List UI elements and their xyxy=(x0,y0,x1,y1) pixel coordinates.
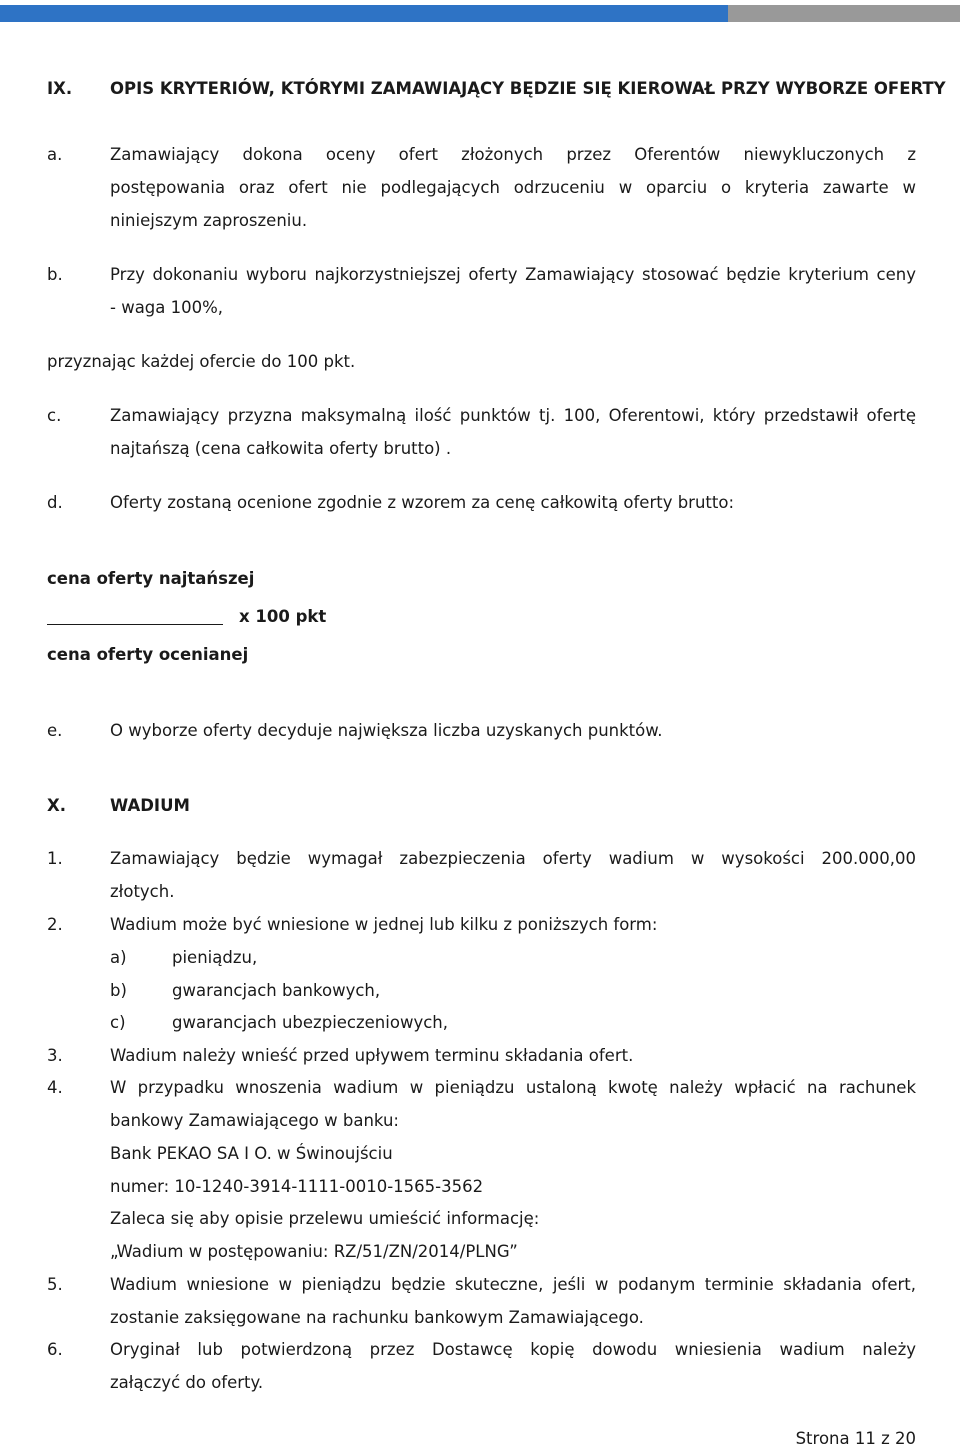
item-number: 4. xyxy=(47,1078,63,1097)
account-number: numer: 10-1240-3914-1111-0010-1565-3562 xyxy=(110,1177,484,1196)
formula-denominator: cena oferty ocenianej xyxy=(47,645,249,664)
item-label: b. xyxy=(47,265,63,284)
item-number: 2. xyxy=(47,915,63,934)
bank-name: Bank PEKAO SA I O. w Świnoujściu xyxy=(110,1144,393,1163)
sub-item-label: a) xyxy=(110,948,127,967)
sub-item-label: b) xyxy=(110,981,127,1000)
paragraph-line: Oryginał lub potwierdzoną przez Dostawcę kopię dowodu wniesienia wadium należy xyxy=(110,1340,916,1359)
sub-item-text: pieniądzu, xyxy=(172,948,258,967)
paragraph-line: załączyć do oferty. xyxy=(110,1373,264,1392)
paragraph-line: Zamawiający przyzna maksymalną ilość punktów tj. 100, Oferentowi, który przedstawił ofertę xyxy=(110,406,916,425)
paragraph-line: Wadium należy wnieść przed upływem terminu składania ofert. xyxy=(110,1046,634,1065)
item-label: d. xyxy=(47,493,63,512)
paragraph-line: W przypadku wnoszenia wadium w pieniądzu ustaloną kwotę należy wpłacić na rachunek xyxy=(110,1078,916,1097)
paragraph-line: zostanie zaksięgowane na rachunku bankowym Zamawiającego. xyxy=(110,1308,644,1327)
item-number: 5. xyxy=(47,1275,63,1294)
item-number: 1. xyxy=(47,849,63,868)
item-number: 6. xyxy=(47,1340,63,1359)
paragraph-line: Wadium może być wniesione w jednej lub kilku z poniższych form: xyxy=(110,915,658,934)
page-number: Strona 11 z 20 xyxy=(795,1429,916,1448)
paragraph-line: Zamawiający będzie wymagał zabezpieczenia oferty wadium w wysokości 200.000,00 xyxy=(110,849,916,868)
transfer-reference: „Wadium w postępowaniu: RZ/51/ZN/2014/PLNG” xyxy=(110,1242,518,1261)
sub-item-label: c) xyxy=(110,1013,126,1032)
paragraph-line: Zaleca się aby opisie przelewu umieścić informację: xyxy=(110,1209,540,1228)
section-number: IX. xyxy=(47,79,73,98)
section-title: WADIUM xyxy=(110,796,190,815)
item-number: 3. xyxy=(47,1046,63,1065)
item-label: e. xyxy=(47,721,63,740)
paragraph-line: Zamawiający dokona oceny ofert złożonych przez Oferentów niewykluczonych z xyxy=(110,145,916,164)
header-grey-bar xyxy=(728,5,960,22)
paragraph-line: Oferty zostaną ocenione zgodnie z wzorem za cenę całkowitą oferty brutto: xyxy=(110,493,735,512)
paragraph-line: O wyborze oferty decyduje największa liczba uzyskanych punktów. xyxy=(110,721,663,740)
paragraph-line: postępowania oraz ofert nie podlegających odrzuceniu w oparciu o kryteria zawarte w xyxy=(110,178,916,197)
paragraph-line: niniejszym zaproszeniu. xyxy=(110,211,308,230)
sub-item-text: gwarancjach bankowych, xyxy=(172,981,381,1000)
paragraph-line: bankowy Zamawiającego w banku: xyxy=(110,1111,399,1130)
item-label: a. xyxy=(47,145,63,164)
formula-numerator: cena oferty najtańszej xyxy=(47,569,255,588)
sub-item-text: gwarancjach ubezpieczeniowych, xyxy=(172,1013,448,1032)
item-label: c. xyxy=(47,406,62,425)
paragraph-line: - waga 100%, xyxy=(110,298,224,317)
paragraph-line: Wadium wniesione w pieniądzu będzie skuteczne, jeśli w podanym terminie składania ofert, xyxy=(110,1275,916,1294)
points-note: przyznając każdej ofercie do 100 pkt. xyxy=(47,352,356,371)
section-title: OPIS KRYTERIÓW, KTÓRYMI ZAMAWIAJĄCY BĘDZIE SIĘ KIEROWAŁ PRZY WYBORZE OFERTY xyxy=(110,79,946,98)
paragraph-line: złotych. xyxy=(110,882,175,901)
paragraph-line: Przy dokonaniu wyboru najkorzystniejszej oferty Zamawiający stosować będzie kryterium ceny xyxy=(110,265,916,284)
fraction-line xyxy=(47,624,223,625)
formula-multiplier: x 100 pkt xyxy=(239,607,327,626)
paragraph-line: najtańszą (cena całkowita oferty brutto) . xyxy=(110,439,452,458)
header-accent-bar xyxy=(0,5,728,22)
section-number: X. xyxy=(47,796,66,815)
